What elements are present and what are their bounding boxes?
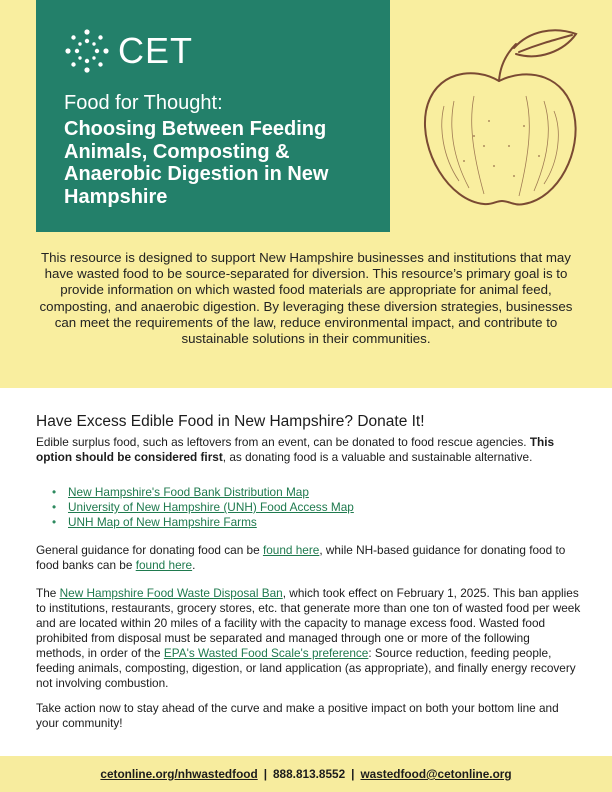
- list-item: [50, 485, 354, 500]
- header-box: [36, 0, 390, 232]
- donate-paragraph: [36, 435, 581, 465]
- cet-logo: [64, 28, 193, 74]
- food-bank-map-link[interactable]: New Hampshire's Food Bank Distribution Map: [68, 485, 309, 499]
- email-link[interactable]: wastedfood@cetonline.org: [360, 767, 512, 781]
- bullet-icon: •: [52, 485, 57, 499]
- page-title: Choosing Between Feeding Animals, Composting & Anaerobic Digestion in New Hampshire: [64, 118, 329, 208]
- disposal-ban-paragraph: [36, 586, 581, 691]
- footer: [0, 756, 612, 792]
- resource-links-list: [50, 485, 354, 530]
- logo-text: CET: [118, 30, 193, 71]
- p3-text-b: , which took effect on February 1, 2025. This ban applies to institutions, restaurants, grocery stores, etc. that generate more than one ton of wasted food per week and are located within 20 miles of a facility with the capacity to manage excess food. Wasted food prohibited from disposal must be separated and managed through one or more of the following methods, in order of the: [36, 586, 581, 660]
- p3-text-a: The: [36, 586, 60, 600]
- list-item: [50, 515, 354, 530]
- p1-start: Edible surplus food, such as leftovers from an event, can be donated to food rescue agencies.: [36, 435, 530, 449]
- p1-bold: This option should be considered first: [36, 435, 555, 464]
- separator: |: [351, 767, 355, 781]
- donate-heading: Have Excess Edible Food in New Hampshire? Donate It!: [36, 413, 425, 430]
- food-bank-guidance-link[interactable]: found here: [135, 558, 193, 572]
- disposal-ban-link[interactable]: New Hampshire Food Waste Disposal Ban: [59, 586, 283, 600]
- cet-dots-icon: [64, 28, 110, 74]
- website-link[interactable]: cetonline.org/nhwastedfood: [100, 767, 258, 781]
- call-to-action: Take action now to stay ahead of the curve and make a positive impact on both your bottom line and your community!: [36, 701, 559, 730]
- epa-scale-link[interactable]: EPA's Wasted Food Scale's preference: [163, 646, 369, 660]
- p2-text-b: , while NH-based guidance for donating food to food banks can be: [36, 543, 566, 572]
- p3-text-c: : Source reduction, feeding people, feeding animals, composting, digestion, or land application (as appropriate), and finally energy recovery not involving combustion.: [36, 646, 576, 690]
- kicker: Food for Thought:: [64, 92, 223, 114]
- p2-text-c: .: [192, 558, 196, 572]
- unh-farms-map-link[interactable]: UNH Map of New Hampshire Farms: [68, 515, 257, 529]
- unh-food-access-map-link[interactable]: University of New Hampshire (UNH) Food Access Map: [68, 500, 354, 514]
- bullet-icon: •: [52, 500, 57, 514]
- list-item: [50, 500, 354, 515]
- phone-number: 888.813.8552: [273, 767, 346, 781]
- bullet-icon: •: [52, 515, 57, 529]
- p2-text-a: General guidance for donating food can be: [36, 543, 263, 557]
- general-guidance-link[interactable]: found here: [262, 543, 320, 557]
- separator: |: [263, 767, 267, 781]
- guidance-paragraph: [36, 543, 581, 573]
- p1-end: , as donating food is a valuable and sustainable alternative.: [222, 450, 533, 464]
- apple-illustration: [414, 26, 584, 211]
- intro-paragraph: This resource is designed to support New Hampshire businesses and institutions that may have wasted food to be source-separated for diversion. This resource’s primary goal is to provide information on which wasted food materials are appropriate for animal feed, composting, and anaerobic digestion. By leveraging these diversion strategies, businesses can meet the requirements of the law, reduce environmental impact, and contribute to sustainable solutions in their communities.: [39, 250, 573, 347]
